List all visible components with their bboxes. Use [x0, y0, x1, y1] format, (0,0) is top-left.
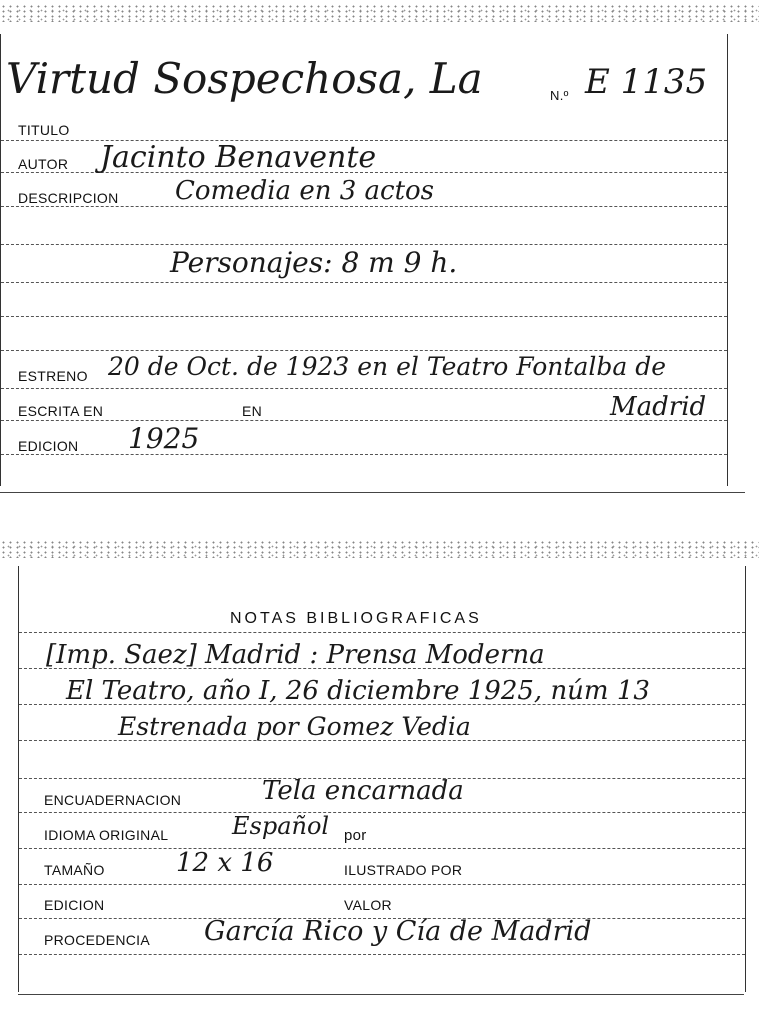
value-escrita-place: Madrid — [610, 392, 707, 422]
rule — [1, 282, 727, 283]
value-personajes: Personajes: 8 m 9 h. — [170, 246, 458, 279]
card-bottom-edge — [18, 994, 744, 995]
label-descripcion: DESCRIPCION — [18, 190, 119, 206]
rule — [1, 350, 727, 351]
label-en: EN — [242, 403, 263, 419]
catalog-number: E 1135 — [585, 62, 708, 102]
scan-noise-top — [0, 4, 759, 22]
value-descripcion: Comedia en 3 actos — [175, 176, 435, 206]
rule — [1, 206, 727, 207]
rule — [1, 316, 727, 317]
value-procedencia: García Rico y Cía de Madrid — [204, 916, 592, 947]
label-encuadernacion: ENCUADERNACION — [44, 792, 182, 808]
number-label: N.º — [550, 88, 569, 103]
label-escrita-en: ESCRITA EN — [18, 403, 104, 419]
title-handwritten: Virtud Sospechosa, La — [6, 54, 483, 103]
rule — [1, 244, 727, 245]
note-line-1: [Imp. Saez] Madrid : Prensa Moderna — [46, 640, 545, 670]
note-line-3: Estrenada por Gomez Vedia — [118, 712, 471, 741]
label-autor: AUTOR — [18, 156, 69, 172]
label-estreno: ESTRENO — [18, 368, 88, 384]
rule — [1, 388, 727, 389]
note-line-2: El Teatro, año I, 26 diciembre 1925, núm 13 — [66, 676, 650, 706]
rule — [19, 954, 745, 955]
label-ilustrado: ILUSTRADO POR — [344, 862, 463, 878]
rule — [19, 812, 745, 813]
value-edicion: 1925 — [128, 422, 200, 455]
card-separator — [0, 492, 745, 493]
label-titulo: TITULO — [18, 122, 70, 138]
rule — [1, 454, 727, 455]
value-idioma: Español — [232, 812, 330, 840]
label-tamano: TAMAÑO — [44, 862, 105, 878]
notes-heading: NOTAS BIBLIOGRAFICAS — [230, 610, 482, 627]
label-procedencia: PROCEDENCIA — [44, 932, 150, 948]
value-autor: Jacinto Benavente — [100, 140, 377, 175]
value-tamano: 12 x 16 — [176, 848, 274, 878]
value-encuadernacion: Tela encarnada — [262, 776, 464, 806]
rule — [19, 632, 745, 633]
label-edicion-2: EDICION — [44, 897, 105, 913]
rule — [19, 848, 745, 849]
value-estreno: 20 de Oct. de 1923 en el Teatro Fontalba de — [108, 352, 666, 381]
label-edicion: EDICION — [18, 438, 79, 454]
scan-noise-middle — [0, 540, 759, 558]
label-idioma: IDIOMA ORIGINAL — [44, 827, 169, 843]
label-por: por — [344, 827, 367, 844]
rule — [19, 884, 745, 885]
label-valor: VALOR — [344, 897, 392, 913]
